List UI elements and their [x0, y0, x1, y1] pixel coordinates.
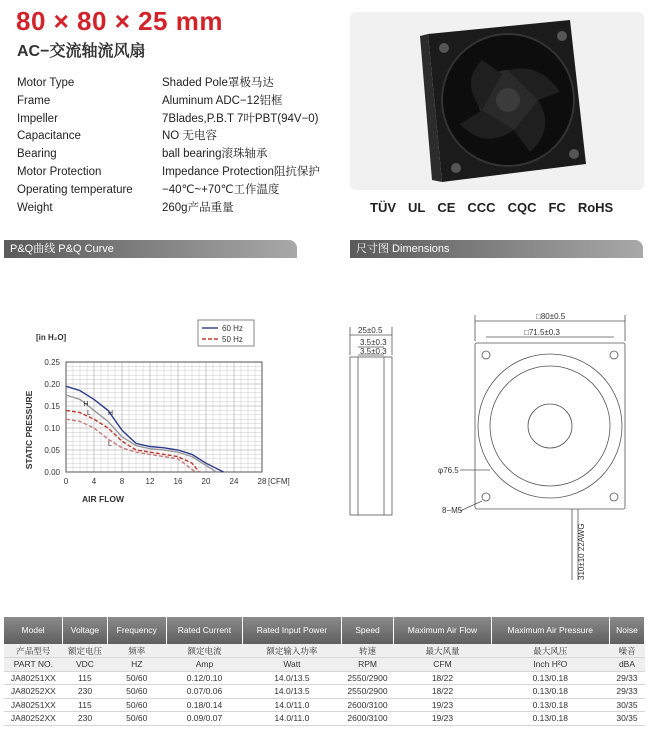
spec-row [17, 128, 320, 146]
table-cell: 2600/3100 [341, 698, 394, 712]
table-cell: 14.0/13.5 [243, 671, 342, 685]
table-cell: 0.09/0.07 [166, 712, 242, 726]
table-cell: 30/35 [609, 712, 644, 726]
spec-value: Shaded Pole罩极马达 [162, 77, 274, 89]
flange-label: 3.5±0.3 [360, 347, 387, 356]
curve-annotation: H [83, 401, 89, 408]
x-tick-label: 24 [229, 477, 239, 486]
curve-annotation: H [108, 409, 114, 417]
table-subheader-row [4, 658, 645, 672]
table-cell: 115 [63, 671, 107, 685]
table-cell: Watt [243, 658, 342, 672]
table-cell: 额定电压 [63, 644, 107, 658]
pq-curve-chart [10, 310, 310, 510]
table-cell: 0.13/0.18 [491, 698, 609, 712]
ul-logo: UL [408, 200, 426, 215]
table-header-cell: Model [4, 617, 63, 644]
product-title: 80 × 80 × 25 mm [16, 6, 223, 36]
table-subheader-row [4, 644, 645, 658]
table-cell: HZ [107, 658, 166, 672]
spec-label: Weight [17, 201, 53, 214]
spec-row [17, 146, 320, 164]
table-row [4, 685, 645, 699]
table-header-cell: Maximum Air Pressure [491, 617, 609, 644]
cqc-logo: CQC [507, 200, 537, 215]
table-cell: 2550/2900 [341, 671, 394, 685]
table-cell: Amp [166, 658, 242, 672]
table-cell: 0.12/0.10 [166, 671, 242, 685]
ce-logo: CE [437, 200, 456, 215]
chart-series [66, 386, 224, 472]
table-cell: 115 [63, 698, 107, 712]
table-cell: 30/35 [609, 698, 644, 712]
table-cell: 19/23 [394, 712, 491, 726]
pq-section-header: P&Q曲线 P&Q Curve [4, 240, 297, 258]
table-header-cell: Rated Input Power [243, 617, 342, 644]
spec-row [17, 111, 320, 129]
curve-annotation: L [108, 440, 112, 448]
spec-label: Motor Type [17, 77, 75, 89]
dimension-drawing [340, 305, 640, 590]
table-cell: 2600/3100 [341, 712, 394, 726]
legend [198, 320, 254, 346]
certification-logos [370, 200, 613, 215]
ccc-logo: CCC [467, 200, 496, 215]
dimensions-section-header: 尺寸图 Dimensions [350, 240, 643, 258]
product-subtitle: AC−交流轴流风扇 [17, 43, 146, 60]
table-header-cell: Speed [341, 617, 394, 644]
spec-value: NO 无电容 [162, 130, 217, 143]
spec-label: Capacitance [17, 130, 81, 143]
y-axis-label: STATIC PRESSURE [24, 390, 34, 470]
spec-value: ball bearing滚珠轴承 [162, 148, 268, 161]
spec-row [17, 200, 320, 218]
table-header-cell: Noise [609, 617, 644, 644]
tuv-logo: TÜV [370, 200, 396, 215]
spec-label: Frame [17, 94, 51, 107]
table-cell: 14.0/13.5 [243, 685, 342, 699]
y-unit-label: [in H₂O] [36, 333, 67, 342]
x-tick-label: 28 [257, 477, 267, 486]
table-cell: VDC [63, 658, 107, 672]
table-cell: 2550/2900 [341, 685, 394, 699]
fan-photo [350, 12, 644, 190]
fc-logo: FC [548, 200, 566, 215]
spec-label: Motor Protection [17, 165, 102, 178]
table-cell: dBA [609, 658, 644, 672]
spec-label: Operating temperature [17, 183, 133, 196]
x-unit-label: [CFM] [268, 477, 290, 486]
table-cell: 额定电流 [166, 644, 242, 658]
spec-row [17, 93, 320, 111]
y-tick-label: 0.15 [44, 402, 60, 411]
table-cell: 频率 [107, 644, 166, 658]
curve-annotation: L [87, 409, 91, 417]
table-header-cell: Maximum Air Flow [394, 617, 491, 644]
table-cell: 29/33 [609, 671, 644, 685]
table-cell: 额定输入功率 [243, 644, 342, 658]
table-cell: JA80251XX [4, 698, 63, 712]
table-cell: 0.18/0.14 [166, 698, 242, 712]
holes-label: 8−M5 [442, 506, 463, 515]
spec-row [17, 75, 320, 93]
x-axis-label: AIR FLOW [82, 494, 125, 504]
opening-label: φ76.5 [438, 466, 459, 475]
table-cell: 29/33 [609, 685, 644, 699]
table-header-row [4, 617, 645, 644]
spec-list [17, 75, 320, 217]
spec-value: Aluminum ADC−12铝框 [162, 94, 283, 107]
spec-value: −40℃~+70℃工作温度 [162, 183, 280, 196]
table-cell: 0.13/0.18 [491, 685, 609, 699]
legend-label: 50 Hz [222, 335, 243, 344]
x-tick-label: 0 [63, 477, 69, 486]
y-tick-label: 0.20 [44, 380, 60, 389]
table-cell: JA80251XX [4, 671, 63, 685]
lead-label: 310±10 22AWG [577, 523, 586, 580]
table-row [4, 671, 645, 685]
table-cell: JA80252XX [4, 712, 63, 726]
pitch-label: □71.5±0.3 [524, 328, 560, 337]
table-cell: Inch H²O [491, 658, 609, 672]
series-line [66, 386, 224, 472]
width-label: □80±0.5 [536, 312, 566, 321]
table-header-cell: Frequency [107, 617, 166, 644]
table-cell: 50/60 [107, 698, 166, 712]
table-cell: 14.0/11.0 [243, 712, 342, 726]
y-tick-label: 0.00 [44, 468, 60, 477]
y-tick-label: 0.25 [44, 358, 60, 367]
table-cell: RPM [341, 658, 394, 672]
x-tick-label: 4 [91, 477, 97, 486]
spec-label: Impeller [17, 112, 58, 125]
table-cell: 50/60 [107, 685, 166, 699]
table-header-cell: Voltage [63, 617, 107, 644]
spec-label: Bearing [17, 148, 57, 161]
table-cell: PART NO. [4, 658, 63, 672]
table-cell: 0.13/0.18 [491, 712, 609, 726]
spec-value: 7Blades,P.B.T 7叶PBT(94V−0) [162, 112, 319, 125]
spec-row [17, 164, 320, 182]
x-tick-label: 12 [145, 477, 155, 486]
table-cell: 产品型号 [4, 644, 63, 658]
table-cell: 18/22 [394, 685, 491, 699]
fan-image [350, 12, 644, 190]
side-view [350, 357, 392, 515]
table-cell: JA80252XX [4, 685, 63, 699]
rohs-logo: RoHS [577, 200, 614, 215]
table-row [4, 712, 645, 726]
table-cell: 50/60 [107, 712, 166, 726]
x-tick-label: 8 [119, 477, 125, 486]
table-cell: 最大风压 [491, 644, 609, 658]
spec-row [17, 182, 320, 200]
table-cell: 50/60 [107, 671, 166, 685]
y-tick-label: 0.05 [44, 446, 60, 455]
model-table [4, 617, 645, 726]
legend-label: 60 Hz [222, 324, 243, 333]
front-view [475, 343, 625, 509]
table-cell: 230 [63, 685, 107, 699]
thickness-label: 25±0.5 [358, 326, 383, 335]
table-cell: 噪音 [609, 644, 644, 658]
y-tick-label: 0.10 [44, 424, 60, 433]
x-tick-label: 16 [173, 477, 183, 486]
flange-label: 3.5±0.3 [360, 338, 387, 347]
table-cell: 230 [63, 712, 107, 726]
spec-value: 260g产品重量 [162, 201, 234, 214]
series-line [66, 395, 217, 472]
table-cell: 18/22 [394, 671, 491, 685]
table-cell: 最大风量 [394, 644, 491, 658]
table-header-cell: Rated Current [166, 617, 242, 644]
chart-grid [66, 362, 262, 472]
table-cell: 0.07/0.06 [166, 685, 242, 699]
spec-value: Impedance Protection阻抗保护 [162, 165, 320, 178]
table-cell: CFM [394, 658, 491, 672]
table-cell: 14.0/11.0 [243, 698, 342, 712]
table-cell: 转速 [341, 644, 394, 658]
table-cell: 0.13/0.18 [491, 671, 609, 685]
table-cell: 19/23 [394, 698, 491, 712]
table-row [4, 698, 645, 712]
x-tick-label: 20 [201, 477, 211, 486]
